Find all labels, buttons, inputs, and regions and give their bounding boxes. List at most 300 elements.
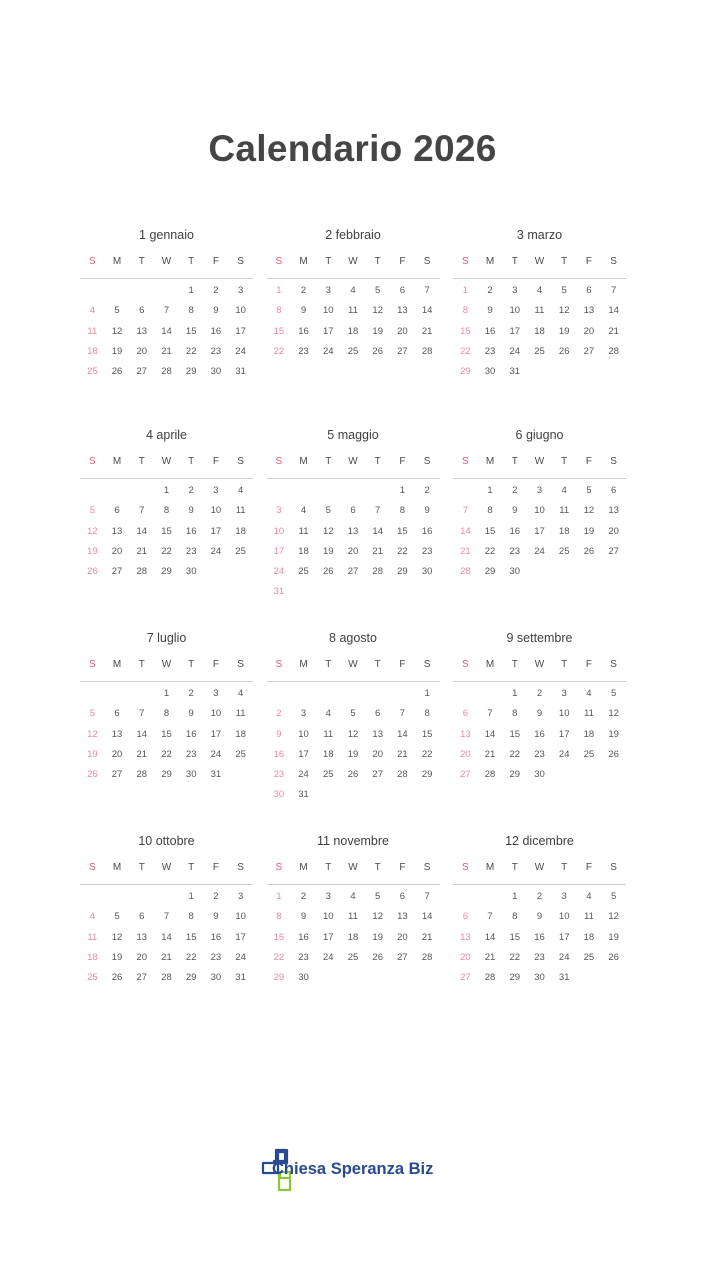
weekday-label: S <box>89 456 96 467</box>
weekday-label: S <box>462 456 469 467</box>
day-cell: 2 <box>300 891 307 902</box>
month-block <box>453 224 626 424</box>
day-grid <box>453 684 626 785</box>
weekday-label: M <box>112 862 122 873</box>
weekday-label: F <box>399 256 406 267</box>
day-cell: 14 <box>421 911 433 923</box>
day-cell: 27 <box>583 345 595 357</box>
weekday-label: S <box>610 256 617 267</box>
weekday-label: W <box>161 256 172 267</box>
day-cell: 8 <box>188 305 194 317</box>
day-cell: 17 <box>534 525 545 537</box>
day-cell: 14 <box>136 728 148 740</box>
day-cell: 26 <box>558 345 570 357</box>
day-cell: 3 <box>213 688 219 699</box>
day-cell: 14 <box>397 728 408 740</box>
day-cell: 5 <box>375 891 381 902</box>
weekday-header <box>267 657 440 682</box>
day-cell: 6 <box>399 891 406 902</box>
weekday-label: T <box>561 862 568 873</box>
weekday-label: F <box>212 862 219 873</box>
day-cell: 28 <box>421 345 433 357</box>
day-cell: 16 <box>273 748 285 760</box>
weekday-label: T <box>511 256 518 267</box>
day-cell: 23 <box>273 769 285 781</box>
day-cell: 14 <box>421 305 433 317</box>
weekday-label: S <box>462 659 469 670</box>
logo <box>258 1148 448 1192</box>
day-cell: 2 <box>213 891 219 902</box>
month-name: 6 giugno <box>515 428 564 442</box>
day-cell: 5 <box>561 285 567 296</box>
day-cell: 21 <box>397 748 408 760</box>
day-cell: 24 <box>235 345 246 357</box>
day-cell: 23 <box>484 345 496 357</box>
day-cell: 24 <box>322 951 334 963</box>
day-cell: 7 <box>487 911 493 923</box>
weekday-label: T <box>188 256 195 267</box>
day-cell: 29 <box>185 366 197 378</box>
day-cell: 10 <box>210 708 222 720</box>
day-cell: 14 <box>161 931 172 943</box>
weekday-label: T <box>511 659 518 670</box>
day-cell: 17 <box>558 931 570 943</box>
weekday-label: M <box>485 256 495 267</box>
day-cell: 6 <box>139 305 145 317</box>
day-cell: 22 <box>273 951 285 963</box>
day-grid <box>267 481 440 603</box>
day-cell: 5 <box>610 891 617 902</box>
day-cell: 31 <box>235 366 246 378</box>
weekday-label: S <box>237 659 244 670</box>
weekday-label: F <box>212 659 219 670</box>
day-cell: 23 <box>185 748 197 760</box>
month-block <box>267 224 440 424</box>
day-cell: 30 <box>298 972 309 984</box>
weekday-label: T <box>561 456 568 467</box>
day-cell: 22 <box>185 345 197 357</box>
day-cell: 9 <box>536 911 543 923</box>
day-cell: 27 <box>136 972 148 984</box>
month-block <box>267 424 440 627</box>
day-cell: 28 <box>484 972 496 984</box>
weekday-label: S <box>275 659 283 670</box>
day-cell: 5 <box>114 305 120 317</box>
day-cell: 27 <box>111 769 123 781</box>
day-cell: 6 <box>399 285 406 296</box>
day-cell: 4 <box>325 708 331 720</box>
day-cell: 22 <box>161 545 172 557</box>
day-cell: 4 <box>350 891 356 902</box>
day-cell: 23 <box>534 748 545 760</box>
day-cell: 25 <box>347 951 359 963</box>
day-cell: 28 <box>161 366 172 378</box>
day-cell: 19 <box>608 931 619 943</box>
day-cell: 12 <box>558 305 570 317</box>
day-cell: 15 <box>161 525 172 537</box>
day-cell: 8 <box>276 305 282 317</box>
day-cell: 7 <box>424 891 430 902</box>
day-cell: 22 <box>509 748 521 760</box>
day-cell: 18 <box>347 325 359 337</box>
weekday-label: F <box>585 456 592 467</box>
day-cell: 14 <box>484 931 496 943</box>
day-cell: 20 <box>460 748 471 760</box>
day-cell: 4 <box>89 305 95 317</box>
day-cell: 23 <box>421 545 433 557</box>
day-cell: 7 <box>399 708 406 720</box>
day-cell: 8 <box>163 505 170 517</box>
day-cell: 1 <box>163 485 170 496</box>
day-cell: 22 <box>460 345 471 357</box>
day-cell: 14 <box>136 525 148 537</box>
day-cell: 2 <box>487 285 493 296</box>
day-cell: 5 <box>89 505 95 517</box>
day-cell: 30 <box>210 972 222 984</box>
weekday-label: S <box>89 862 96 873</box>
weekday-label: S <box>275 456 283 467</box>
weekday-header <box>267 254 440 279</box>
day-cell: 26 <box>111 366 123 378</box>
day-cell: 14 <box>372 525 383 537</box>
day-cell: 13 <box>136 325 148 337</box>
day-cell: 31 <box>298 789 309 801</box>
day-cell: 27 <box>460 972 471 984</box>
day-cell: 6 <box>462 911 468 923</box>
day-cell: 28 <box>136 566 148 578</box>
day-cell: 9 <box>213 911 219 923</box>
day-cell: 22 <box>421 748 433 760</box>
month-name: 7 luglio <box>146 631 187 645</box>
day-cell: 12 <box>111 325 123 337</box>
day-cell: 21 <box>421 931 433 943</box>
day-cell: 29 <box>460 366 471 378</box>
day-cell: 21 <box>161 345 172 357</box>
day-cell: 19 <box>322 545 334 557</box>
day-cell: 25 <box>235 748 246 760</box>
day-cell: 16 <box>298 931 309 943</box>
day-cell: 30 <box>210 366 222 378</box>
weekday-label: M <box>299 256 308 267</box>
day-cell: 10 <box>509 305 521 317</box>
day-cell: 14 <box>460 525 471 537</box>
weekday-label: T <box>138 659 145 670</box>
day-cell: 20 <box>111 545 123 557</box>
day-cell: 2 <box>536 688 543 699</box>
day-cell: 7 <box>487 708 493 720</box>
weekday-label: M <box>112 456 122 467</box>
day-cell: 30 <box>185 566 197 578</box>
day-cell: 4 <box>350 285 356 296</box>
day-cell: 4 <box>89 911 95 923</box>
day-cell: 23 <box>534 951 545 963</box>
months-grid <box>80 224 626 1030</box>
day-cell: 18 <box>347 931 359 943</box>
day-cell: 20 <box>111 748 123 760</box>
day-cell: 19 <box>87 545 98 557</box>
day-cell: 14 <box>484 728 496 740</box>
day-cell: 11 <box>348 305 358 317</box>
day-cell: 5 <box>114 911 120 923</box>
month-name: 10 ottobre <box>138 834 195 848</box>
day-cell: 18 <box>583 931 595 943</box>
weekday-label: S <box>610 659 617 670</box>
weekday-header <box>80 860 253 885</box>
day-cell: 15 <box>397 525 408 537</box>
weekday-label: T <box>138 256 145 267</box>
day-cell: 15 <box>185 931 197 943</box>
day-cell: 19 <box>372 325 383 337</box>
weekday-header <box>453 254 626 279</box>
weekday-label: F <box>585 256 592 267</box>
day-cell: 25 <box>558 545 570 557</box>
weekday-label: S <box>89 256 96 267</box>
weekday-label: T <box>374 659 381 670</box>
day-cell: 18 <box>235 525 246 537</box>
day-grid <box>267 281 440 362</box>
weekday-label: W <box>348 862 358 873</box>
day-cell: 22 <box>273 345 285 357</box>
day-cell: 27 <box>397 345 408 357</box>
day-cell: 11 <box>235 708 246 720</box>
day-cell: 11 <box>559 505 570 517</box>
weekday-label: S <box>423 659 431 670</box>
day-cell: 10 <box>558 911 570 923</box>
weekday-label: F <box>399 456 406 467</box>
day-cell: 25 <box>87 972 98 984</box>
weekday-label: S <box>423 256 431 267</box>
weekday-header <box>453 657 626 682</box>
day-cell: 3 <box>237 891 244 902</box>
day-cell: 15 <box>460 325 471 337</box>
day-cell: 27 <box>397 951 408 963</box>
day-cell: 3 <box>213 485 219 496</box>
month-name: 8 agosto <box>329 631 377 645</box>
day-cell: 28 <box>421 951 433 963</box>
weekday-label: T <box>511 456 518 467</box>
day-cell: 2 <box>188 688 194 699</box>
day-cell: 11 <box>235 505 246 517</box>
day-cell: 12 <box>322 525 334 537</box>
day-cell: 27 <box>372 769 383 781</box>
day-cell: 16 <box>421 525 433 537</box>
weekday-label: T <box>188 862 195 873</box>
weekday-label: T <box>325 456 332 467</box>
day-cell: 20 <box>136 951 148 963</box>
day-cell: 25 <box>583 748 595 760</box>
day-cell: 26 <box>608 748 619 760</box>
month-block <box>453 627 626 830</box>
day-cell: 10 <box>322 305 334 317</box>
day-cell: 25 <box>298 566 309 578</box>
day-cell: 26 <box>372 951 383 963</box>
day-cell: 1 <box>276 285 282 296</box>
weekday-label: S <box>237 862 244 873</box>
day-cell: 6 <box>114 708 120 720</box>
day-cell: 20 <box>397 325 408 337</box>
weekday-label: W <box>534 456 545 467</box>
day-cell: 17 <box>210 525 222 537</box>
day-cell: 24 <box>210 545 222 557</box>
day-cell: 26 <box>347 769 359 781</box>
weekday-label: T <box>325 256 332 267</box>
weekday-label: T <box>138 862 145 873</box>
day-cell: 13 <box>111 728 123 740</box>
day-cell: 15 <box>484 525 496 537</box>
month-block <box>80 830 253 1030</box>
day-cell: 20 <box>347 545 359 557</box>
day-cell: 24 <box>298 769 309 781</box>
day-cell: 13 <box>347 525 359 537</box>
month-block <box>453 830 626 1030</box>
day-cell: 10 <box>534 505 545 517</box>
weekday-header <box>453 454 626 479</box>
day-grid <box>453 887 626 988</box>
day-cell: 8 <box>487 505 493 517</box>
day-cell: 30 <box>509 566 521 578</box>
page-title: Calendario 2026 <box>208 128 497 169</box>
day-cell: 7 <box>424 285 430 296</box>
day-cell: 29 <box>161 566 172 578</box>
day-cell: 13 <box>397 305 408 317</box>
day-cell: 27 <box>111 566 123 578</box>
day-cell: 5 <box>89 708 95 720</box>
day-cell: 21 <box>421 325 433 337</box>
day-cell: 16 <box>534 728 545 740</box>
day-cell: 30 <box>534 972 545 984</box>
day-cell: 29 <box>185 972 197 984</box>
day-cell: 31 <box>558 972 570 984</box>
day-cell: 28 <box>608 345 619 357</box>
day-grid <box>80 481 253 582</box>
day-cell: 9 <box>188 708 194 720</box>
day-cell: 3 <box>561 688 567 699</box>
weekday-label: S <box>423 862 431 873</box>
day-cell: 14 <box>161 325 172 337</box>
day-cell: 20 <box>583 325 595 337</box>
day-cell: 15 <box>421 728 433 740</box>
weekday-label: M <box>485 456 495 467</box>
day-cell: 1 <box>399 485 406 496</box>
day-cell: 19 <box>111 345 123 357</box>
month-block <box>267 830 440 1030</box>
weekday-label: S <box>610 456 617 467</box>
day-cell: 13 <box>460 728 471 740</box>
weekday-label: T <box>511 862 518 873</box>
day-cell: 15 <box>509 931 521 943</box>
day-cell: 17 <box>322 931 334 943</box>
day-cell: 2 <box>512 485 518 496</box>
day-cell: 22 <box>397 545 408 557</box>
day-cell: 19 <box>608 728 619 740</box>
day-cell: 12 <box>347 728 359 740</box>
day-cell: 11 <box>583 708 594 720</box>
day-cell: 4 <box>586 891 592 902</box>
day-cell: 17 <box>235 931 246 943</box>
day-cell: 23 <box>298 951 309 963</box>
day-cell: 16 <box>210 931 222 943</box>
weekday-label: W <box>534 659 545 670</box>
day-cell: 6 <box>114 505 120 517</box>
day-grid <box>453 281 626 382</box>
day-cell: 30 <box>273 789 285 801</box>
weekday-label: F <box>212 256 219 267</box>
day-cell: 5 <box>586 485 592 496</box>
day-cell: 8 <box>399 505 406 517</box>
day-cell: 13 <box>460 931 471 943</box>
day-cell: 10 <box>322 911 334 923</box>
day-cell: 28 <box>460 566 471 578</box>
day-cell: 11 <box>583 911 594 923</box>
weekday-label: S <box>462 862 469 873</box>
day-cell: 3 <box>512 285 518 296</box>
day-cell: 21 <box>136 748 148 760</box>
day-cell: 30 <box>421 566 433 578</box>
weekday-label: T <box>138 456 145 467</box>
day-cell: 29 <box>161 769 172 781</box>
weekday-label: W <box>534 862 545 873</box>
day-cell: 9 <box>487 305 493 317</box>
day-cell: 26 <box>583 545 595 557</box>
day-cell: 22 <box>484 545 496 557</box>
day-cell: 18 <box>322 748 334 760</box>
day-cell: 10 <box>558 708 570 720</box>
day-cell: 9 <box>188 505 194 517</box>
day-cell: 23 <box>185 545 197 557</box>
day-cell: 5 <box>325 505 331 517</box>
weekday-label: W <box>161 456 172 467</box>
day-cell: 28 <box>136 769 148 781</box>
day-cell: 18 <box>298 545 309 557</box>
day-cell: 19 <box>583 525 595 537</box>
day-cell: 11 <box>87 931 98 943</box>
day-cell: 2 <box>213 285 219 296</box>
weekday-label: F <box>585 659 592 670</box>
day-cell: 14 <box>608 305 619 317</box>
day-cell: 25 <box>583 951 595 963</box>
day-cell: 31 <box>235 972 246 984</box>
weekday-header <box>267 454 440 479</box>
day-cell: 4 <box>237 688 244 699</box>
day-cell: 21 <box>161 951 172 963</box>
day-cell: 29 <box>273 972 285 984</box>
day-cell: 13 <box>111 525 123 537</box>
weekday-label: S <box>423 456 431 467</box>
day-cell: 24 <box>558 951 570 963</box>
day-cell: 6 <box>375 708 381 720</box>
day-grid <box>267 684 440 806</box>
weekday-label: M <box>299 456 308 467</box>
day-cell: 15 <box>273 931 285 943</box>
day-cell: 31 <box>509 366 521 378</box>
day-cell: 12 <box>111 931 123 943</box>
day-cell: 30 <box>484 366 496 378</box>
day-cell: 18 <box>558 525 570 537</box>
weekday-label: W <box>348 659 358 670</box>
weekday-label: M <box>112 659 122 670</box>
day-cell: 27 <box>136 366 148 378</box>
day-cell: 13 <box>136 931 148 943</box>
day-cell: 2 <box>424 485 430 496</box>
day-cell: 8 <box>462 305 468 317</box>
day-cell: 10 <box>210 505 222 517</box>
day-cell: 21 <box>484 748 496 760</box>
weekday-label: M <box>112 256 122 267</box>
weekday-label: M <box>485 659 495 670</box>
day-cell: 10 <box>298 728 309 740</box>
day-cell: 24 <box>235 951 246 963</box>
day-cell: 26 <box>608 951 619 963</box>
